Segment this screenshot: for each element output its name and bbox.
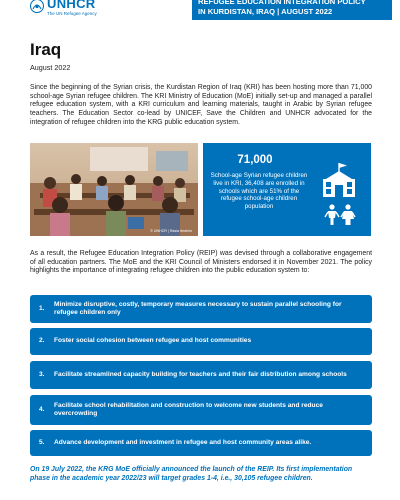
- objective-number: 5.: [39, 438, 45, 446]
- objective-text: Minimize disruptive, costly, temporary measures necessary to sustain parallel schooling for refugee children only: [54, 300, 342, 316]
- objective-item: [30, 430, 372, 456]
- statistics-box: [203, 143, 371, 236]
- header-bar: [0, 0, 400, 28]
- school-building-icon: [320, 161, 358, 199]
- objective-item: [30, 395, 372, 425]
- classroom-illustration: [30, 143, 198, 236]
- document-header-title: [192, 0, 392, 20]
- photo-credit: © UNHCR | Rasia Ibrahim: [150, 229, 192, 233]
- objective-text: Advance development and investment in refugee and host community areas alike.: [54, 438, 312, 446]
- objective-number: 1.: [39, 304, 45, 312]
- logo-subtitle: The UN Refugee Agency: [47, 11, 97, 16]
- unhcr-emblem-icon: [30, 0, 44, 13]
- logo-name: UNHCR: [47, 0, 96, 11]
- objective-item: [30, 361, 372, 389]
- header-title-line-1: REFUGEE EDUCATION INTEGRATION POLICY: [198, 0, 366, 6]
- objective-text: Foster social cohesion between refugee and host communities: [54, 337, 252, 345]
- objective-text: Facilitate streamlined capacity building for teachers and their fair distribution among schools: [54, 370, 347, 378]
- intro-paragraph: Since the beginning of the Syrian crisis, the Kurdistan Region of Iraq (KRI) has been hosting more than 71,000 school-age Syrian refugee children. The KRI Ministry of Education (MoE) initially set-up and managed a parallel refugee education system, with a KRI curriculum and learning materials, taught in Arabic by Syrian refugee teachers. The Education Sector co-lead by UNICEF, Save the Children and UNHCR advocated for the integration of refugee children into the KRG public education system.: [30, 84, 372, 126]
- page-date: August 2022: [30, 63, 71, 72]
- objective-number: 4.: [39, 405, 45, 413]
- classroom-photo: [30, 143, 198, 236]
- stat-number: 71,000: [237, 154, 273, 166]
- objective-item: [30, 295, 372, 323]
- objective-text: Facilitate school rehabilitation and construction to welcome new students and reduce overcrowding: [54, 401, 323, 417]
- page-title: Iraq: [30, 40, 62, 59]
- objective-number: 2.: [39, 337, 45, 345]
- objective-number: 3.: [39, 370, 45, 378]
- objective-item: [30, 328, 372, 355]
- unhcr-logo: [30, 0, 97, 17]
- stat-description: School-age Syrian refugee children live in KRI, 36,408 are enrolled in schools which are 51% of the refugee school-age children population: [210, 172, 308, 211]
- children-icon: [323, 204, 357, 226]
- closing-statement: On 19 July 2022, the KRG MoE officially announced the launch of the REIP. Its first implementation phase in the academic year 2022/23 will target grades 1-4, i.e., 30,105 refugee children.: [30, 466, 353, 482]
- header-title-line-2: IN KURDISTAN, IRAQ | AUGUST 2022: [198, 7, 333, 16]
- policy-paragraph: As a result, the Refugee Education Integration Policy (REIP) was devised through a collaborative engagement of all education partners. The MoE and the KRI Council of Ministers endorsed it in November 2021. The policy highlights the importance of integrating refugee children into the public education system to:: [30, 250, 372, 275]
